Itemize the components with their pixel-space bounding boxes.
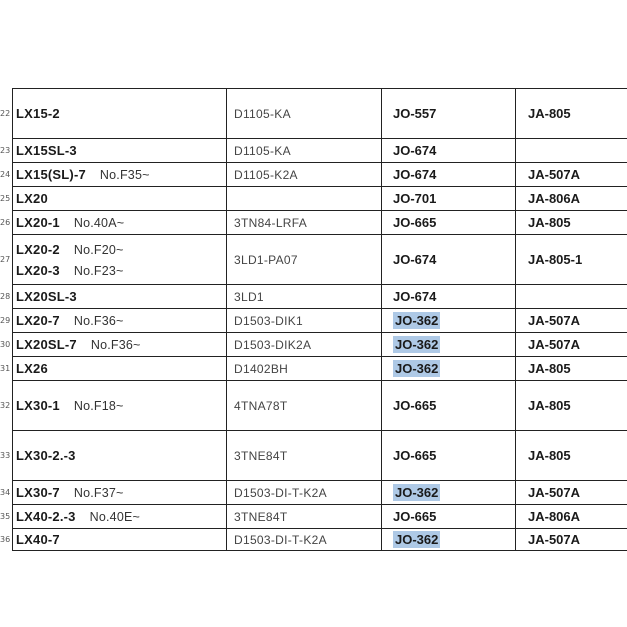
row-number: 35	[0, 512, 11, 521]
serial-from: No.F35~	[99, 168, 150, 182]
model-name: LX20-1	[16, 215, 60, 230]
model-cell	[16, 357, 226, 380]
engine-model: D1105-K2A	[234, 167, 298, 182]
model-cell	[16, 529, 226, 550]
jo-part-cell	[387, 285, 518, 308]
row-number: 25	[0, 194, 11, 203]
engine-model	[234, 187, 384, 210]
jo-part-cell	[387, 481, 518, 504]
engine-model: 4TNA78T	[234, 398, 288, 413]
serial-from: No.F23~	[73, 263, 124, 278]
table-row	[12, 89, 627, 139]
jo-part-cell	[387, 89, 518, 138]
row-number: 26	[0, 218, 11, 227]
row-number: 22	[0, 109, 11, 118]
jo-part-cell	[387, 333, 518, 356]
ja-part-number: JA-507A	[528, 485, 581, 500]
table-row	[12, 481, 627, 505]
engine-model: D1402BH	[234, 361, 289, 376]
table-row	[12, 505, 627, 529]
model-name: LX40-2.-3	[16, 509, 76, 524]
serial-from: No.40A~	[73, 216, 125, 230]
model-name: LX20-2	[16, 241, 60, 257]
ja-part-number: JA-507A	[528, 532, 581, 547]
ja-part-number: JA-806A	[528, 509, 581, 524]
model-cell	[16, 309, 226, 332]
jo-part-number: JO-665	[393, 448, 437, 463]
table-row	[12, 357, 627, 381]
model-cell	[16, 481, 226, 504]
model-cell	[16, 505, 226, 528]
row-number: 31	[0, 364, 11, 373]
jo-part-number: JO-362	[395, 532, 439, 547]
serial-from: No.F36~	[90, 338, 141, 352]
model-name: LX20	[16, 191, 48, 206]
ja-part-number: JA-805	[528, 215, 571, 230]
jo-part-number: JO-701	[393, 191, 437, 206]
ja-part-number: JA-805	[528, 448, 571, 463]
table-row	[12, 431, 627, 481]
jo-part-cell	[387, 139, 518, 162]
ja-part-number	[522, 139, 627, 162]
engine-model: 3TNE84T	[234, 448, 288, 463]
engine-model: D1503-DI-T-K2A	[234, 485, 327, 500]
table-row	[12, 333, 627, 357]
row-number: 24	[0, 170, 11, 179]
row-number: 34	[0, 488, 11, 497]
engine-model: 3LD1	[234, 289, 264, 304]
serial-from: No.F20~	[73, 242, 124, 257]
row-number: 33	[0, 451, 11, 460]
table-row	[12, 285, 627, 309]
serial-from: No.F18~	[73, 399, 124, 413]
ja-part-number	[522, 285, 627, 308]
engine-model: D1503-DI-T-K2A	[234, 532, 327, 547]
model-cell	[16, 139, 226, 162]
model-name: LX30-2.-3	[16, 448, 76, 463]
jo-part-number: JO-674	[393, 143, 437, 158]
jo-part-cell	[387, 235, 518, 284]
jo-part-number: JO-362	[395, 485, 439, 500]
jo-part-cell	[387, 431, 518, 480]
jo-part-number: JO-674	[393, 289, 437, 304]
ja-part-number: JA-805	[528, 106, 571, 121]
ja-part-number: JA-805	[528, 361, 571, 376]
table-row	[12, 381, 627, 431]
jo-part-number: JO-674	[393, 167, 437, 182]
row-number: 30	[0, 340, 11, 349]
serial-from: No.40E~	[89, 510, 141, 524]
model-name: LX15(SL)-7	[16, 167, 86, 182]
ja-part-number: JA-805	[528, 398, 571, 413]
jo-part-cell	[387, 505, 518, 528]
model-name: LX20SL-7	[16, 337, 77, 352]
model-cell	[16, 187, 226, 210]
ja-part-number: JA-507A	[528, 337, 581, 352]
serial-from: No.F37~	[73, 486, 124, 500]
jo-part-number: JO-665	[393, 509, 437, 524]
jo-part-cell	[387, 187, 518, 210]
row-number: 27	[0, 255, 11, 264]
model-cell	[16, 333, 226, 356]
table-row	[12, 211, 627, 235]
model-cell	[16, 431, 226, 480]
jo-part-number: JO-557	[393, 106, 437, 121]
jo-part-number: JO-362	[395, 313, 439, 328]
ja-part-number: JA-507A	[528, 313, 581, 328]
engine-model: D1503-DIK1	[234, 313, 304, 328]
ja-part-number: JA-805-1	[528, 252, 583, 267]
jo-part-cell	[387, 211, 518, 234]
row-number: 28	[0, 292, 11, 301]
model-cell	[16, 89, 226, 138]
model-name: LX15-2	[16, 106, 60, 121]
model-cell	[16, 211, 226, 234]
row-number: 23	[0, 146, 11, 155]
model-name: LX40-7	[16, 532, 60, 547]
engine-model: D1105-KA	[234, 106, 291, 121]
engine-model: 3LD1-PA07	[234, 252, 298, 267]
model-name: LX30-1	[16, 398, 60, 413]
engine-model: D1503-DIK2A	[234, 337, 312, 352]
jo-part-cell	[387, 163, 518, 186]
jo-part-number: JO-362	[395, 337, 439, 352]
jo-part-cell	[387, 529, 518, 550]
ja-part-number: JA-806A	[528, 191, 581, 206]
model-name: LX15SL-3	[16, 143, 77, 158]
ja-part-number: JA-507A	[528, 167, 581, 182]
table-row	[12, 309, 627, 333]
engine-model: D1105-KA	[234, 143, 291, 158]
model-cell	[16, 381, 226, 430]
jo-part-cell	[387, 381, 518, 430]
jo-part-number: JO-665	[393, 215, 437, 230]
table-row	[12, 163, 627, 187]
jo-part-number: JO-362	[395, 361, 439, 376]
row-number: 29	[0, 316, 11, 325]
engine-model: 3TNE84T	[234, 509, 288, 524]
model-cell	[16, 235, 226, 284]
model-cell	[16, 285, 226, 308]
model-name: LX26	[16, 361, 48, 376]
jo-part-cell	[387, 357, 518, 380]
jo-part-number: JO-665	[393, 398, 437, 413]
table-row	[12, 529, 627, 551]
serial-from: No.F36~	[73, 314, 124, 328]
engine-model: 3TN84-LRFA	[234, 215, 308, 230]
model-name: LX20SL-3	[16, 289, 77, 304]
row-number: 32	[0, 401, 11, 410]
model-name: LX20-3	[16, 262, 60, 278]
model-name: LX20-7	[16, 313, 60, 328]
table-row	[12, 139, 627, 163]
jo-part-number: JO-674	[393, 252, 437, 267]
row-number: 36	[0, 535, 11, 544]
model-name: LX30-7	[16, 485, 60, 500]
jo-part-cell	[387, 309, 518, 332]
model-cell	[16, 163, 226, 186]
table-row	[12, 187, 627, 211]
table-row	[12, 235, 627, 285]
